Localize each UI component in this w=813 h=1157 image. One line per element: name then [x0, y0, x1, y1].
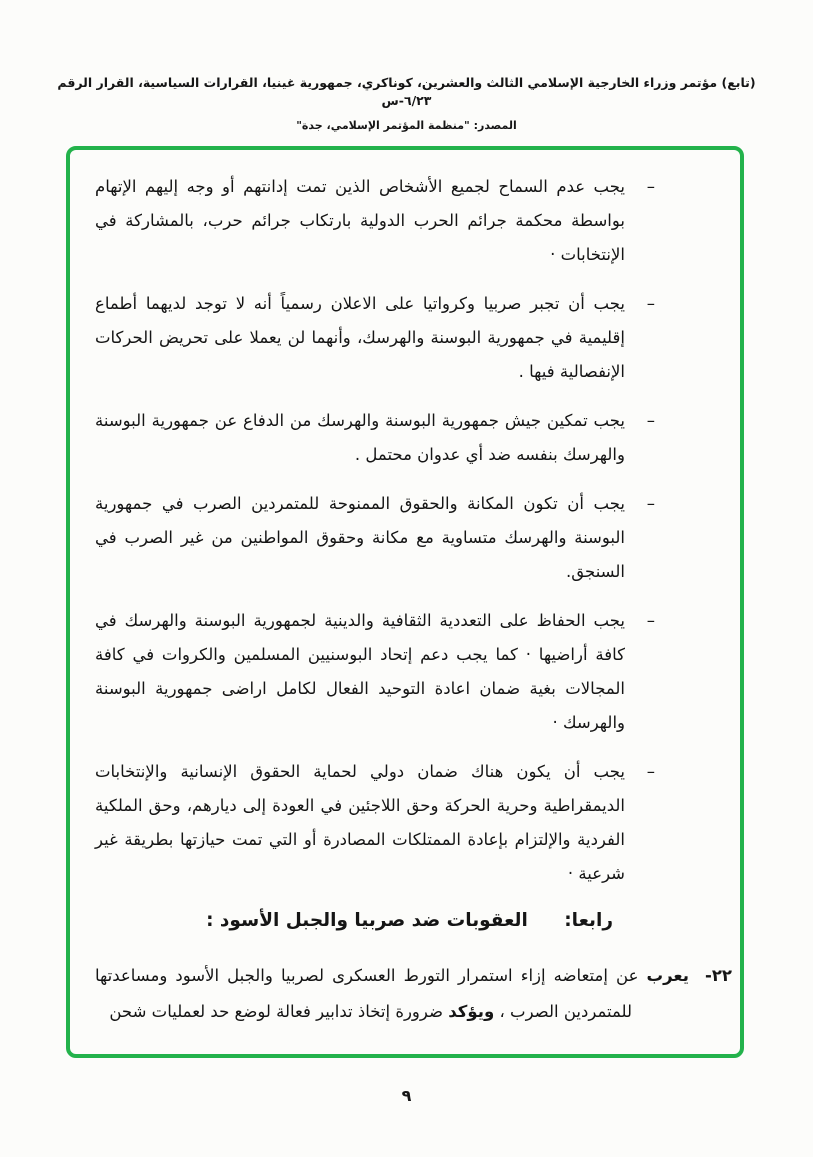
dash-marker: – — [646, 411, 655, 430]
dash-marker: – — [646, 611, 655, 630]
header-reference-line: (تابع) مؤتمر وزراء الخارجية الإسلامي الثالث والعشرين، كوناكري، جمهورية غينيا، القرارات السياسية، القرار الرقم ٦/٢٣-س — [57, 75, 756, 108]
item-22-text-1: عن إمتعاضه إزاء استمرار التورط العسكرى لصربيا والجبل الأسود ومساعدتها للمتمردين الصرب ، — [95, 966, 639, 1021]
dash-marker: – — [646, 762, 655, 781]
numbered-item-22 — [95, 958, 740, 1030]
document-header — [0, 74, 813, 132]
bullet-item-6 — [95, 755, 740, 891]
item-22-verb-affirms: ويؤكد — [448, 1002, 495, 1021]
bullet-text-6: يجب أن يكون هناك ضمان دولي لحماية الحقوق الإنسانية والإنتخابات الديمقراطية وحرية الحركة وحق اللاجئين في العودة إلى ديارهم، وحق الملكية الفردية والإلتزام بإعادة الممتلكات المصادرة أو التي تمت حيازتها بطريقة غير شرعية · — [95, 762, 625, 883]
item-22-verb-expresses: يعرب — [646, 966, 689, 985]
bullet-item-2 — [95, 287, 740, 389]
bullet-item-5 — [95, 604, 740, 740]
section-label: رابعا: — [564, 910, 613, 931]
bullet-text-2: يجب أن تجبر صربيا وكرواتيا على الاعلان رسمياً أنه لا توجد لديهما أطماع إقليمية في جمهورية البوسنة والهرسك، وأنهما لن يعملا على تحريض الحركات الإنفصالية فيها . — [95, 294, 625, 381]
section-heading-sanctions — [95, 906, 740, 936]
bullet-text-5: يجب الحفاظ على التعددية الثقافية والدينية لجمهورية البوسنة والهرسك في كافة أراضيها · كما يجب دعم إتحاد البوسنيين المسلمين والكروات في كافة المجالات بغية ضمان اعادة التوحيد الفعال لكامل اراضى جمهورية البوسنة والهرسك · — [95, 611, 625, 732]
page-footer — [0, 1086, 813, 1105]
bullet-text-1: يجب عدم السماح لجميع الأشخاص الذين تمت إدانتهم أو وجه إليهم الإتهام بواسطة محكمة جرائم الحرب الدولية بارتكاب جرائم حرب، بالمشاركة في الإنتخابات · — [95, 177, 625, 264]
bullet-text-4: يجب أن تكون المكانة والحقوق الممنوحة للمتمردين الصرب في جمهورية البوسنة والهرسك متساوية مع مكانة وحقوق المواطنين من غير الصرب في السنجق. — [95, 494, 625, 581]
dash-marker: – — [646, 294, 655, 313]
bullet-text-3: يجب تمكين جيش جمهورية البوسنة والهرسك من الدفاع عن جمهورية البوسنة والهرسك بنفسه ضد أي عدوان محتمل . — [95, 411, 625, 464]
header-source-line: المصدر: "منظمة المؤتمر الإسلامي، جدة" — [296, 119, 517, 132]
green-annotation-box — [66, 146, 744, 1058]
dash-marker: – — [646, 494, 655, 513]
bullet-item-1 — [95, 170, 740, 272]
bullet-item-3 — [95, 404, 740, 472]
section-title: العقوبات ضد صربيا والجبل الأسود : — [206, 910, 528, 931]
page-number: ٩ — [401, 1086, 412, 1105]
bullet-item-4 — [95, 487, 740, 589]
dash-marker: – — [646, 177, 655, 196]
item-22-number: ٢٢- — [704, 966, 732, 985]
item-22-text-2: ضرورة إتخاذ تدابير فعالة لوضع حد لعمليات شحن — [109, 1002, 444, 1021]
